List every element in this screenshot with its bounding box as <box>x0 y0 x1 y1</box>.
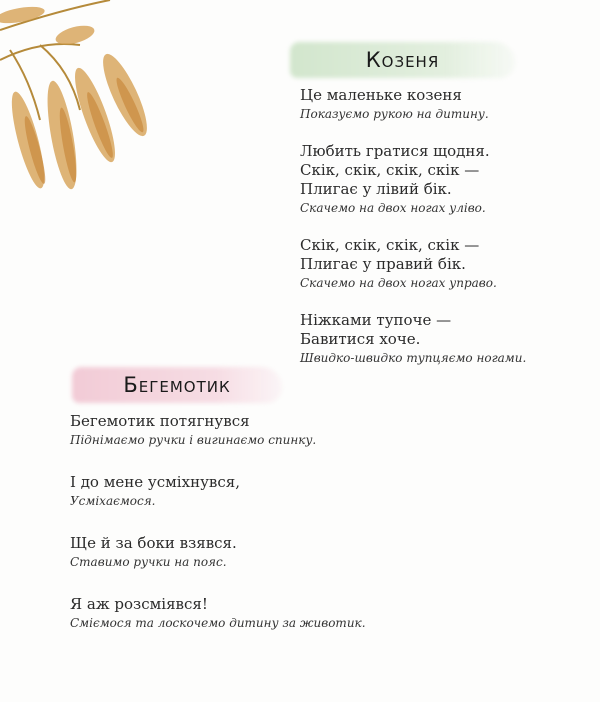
verse-line: Любить гратися щодня. <box>300 142 490 160</box>
stanza <box>300 311 526 368</box>
verse-line: Я аж розсміявся! <box>70 595 208 613</box>
verse-line: Ще й за боки взявся. <box>70 534 237 552</box>
poem-title: Козеня <box>365 48 440 72</box>
verse-line: Скік, скік, скік, скік — <box>300 161 480 179</box>
instruction-note: Швидко-швидко тупцяємо ногами. <box>300 351 527 365</box>
poem-title-kozenia <box>290 42 515 78</box>
stanza <box>70 534 366 572</box>
verse-line: Ніжками тупоче — <box>300 311 452 329</box>
verse-line: Це маленьке козеня <box>300 86 462 104</box>
instruction-note: Скачемо на двох ногах управо. <box>300 276 497 290</box>
poem-title: Бегемотик <box>123 373 231 397</box>
wheat-illustration <box>0 0 170 210</box>
poem-title-behemotyk <box>72 367 282 403</box>
verse-line: І до мене усміхнувся, <box>70 473 240 491</box>
poem-behemotyk <box>70 412 366 651</box>
verse-line: Скік, скік, скік, скік — <box>300 236 480 254</box>
stanza <box>300 236 526 293</box>
instruction-note: Показуємо рукою на дитину. <box>300 107 489 121</box>
verse-line: Плигає у правий бік. <box>300 255 466 273</box>
stanza <box>70 595 366 633</box>
instruction-note: Ставимо ручки на пояс. <box>70 555 227 569</box>
instruction-note: Усміхаємося. <box>70 494 156 508</box>
stanza <box>70 473 366 511</box>
instruction-note: Піднімаємо ручки і вигинаємо спинку. <box>70 433 317 447</box>
poem-kozenia <box>300 86 526 386</box>
stanza <box>300 142 526 218</box>
verse-line: Бавитися хоче. <box>300 330 421 348</box>
verse-line: Бегемотик потягнувся <box>70 412 250 430</box>
stanza <box>300 86 526 124</box>
stanza <box>70 412 366 450</box>
verse-line: Плигає у лівий бік. <box>300 180 452 198</box>
instruction-note: Сміємося та лоскочемо дитину за животик. <box>70 616 366 630</box>
instruction-note: Скачемо на двох ногах уліво. <box>300 201 486 215</box>
